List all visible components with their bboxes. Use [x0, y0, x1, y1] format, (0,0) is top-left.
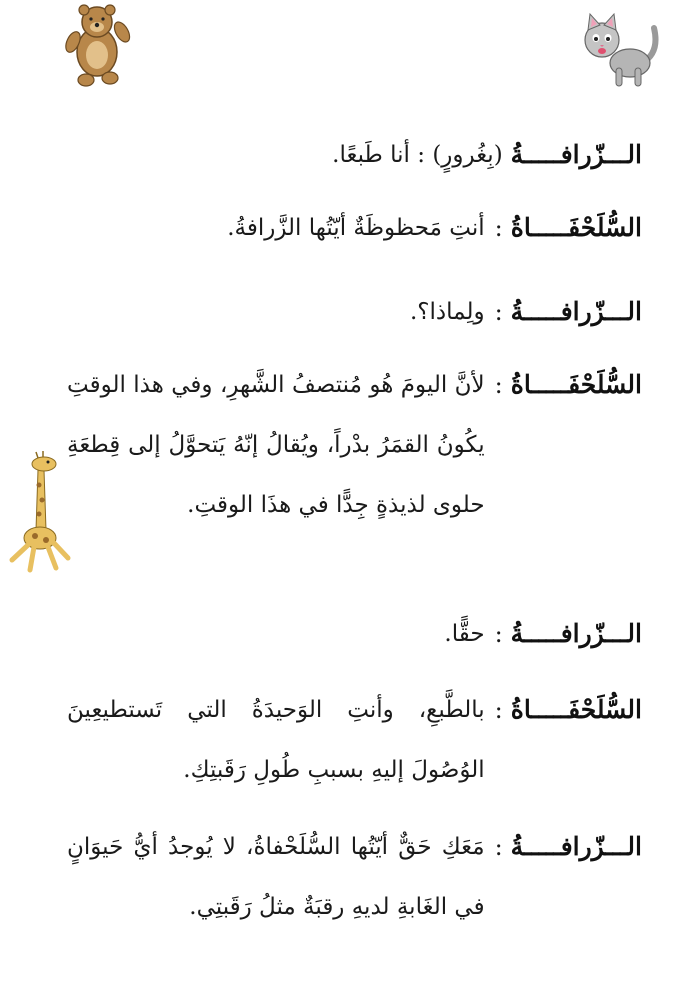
dialogue-line — [67, 680, 642, 800]
line-text: ولِماذا؟. — [410, 299, 485, 325]
line-text: حقًّا. — [444, 621, 485, 647]
dialogue-line — [67, 604, 642, 664]
dialogue-line — [67, 817, 642, 937]
separator-colon: : — [494, 833, 503, 861]
speaker-name: الـــزّرافـــــةُ — [510, 140, 642, 169]
line-text: أنتِ مَحظوظَةٌ أيّتُها الزَّرافةُ. — [227, 215, 485, 241]
dialogue-line — [67, 282, 642, 342]
speaker-name: الـــزّرافـــــةُ — [510, 297, 642, 326]
dialogue-line — [67, 125, 642, 185]
speaker-name: السُّلَحْفَـــــاةُ — [510, 213, 642, 242]
separator-colon: : — [494, 620, 503, 648]
speaker-name: الـــزّرافـــــةُ — [510, 619, 642, 648]
speaker-name: الـــزّرافـــــةُ — [510, 832, 642, 861]
separator-colon: : — [494, 298, 503, 326]
line-text: (بِغُرورٍ) : أنا طَبعًا. — [332, 142, 503, 168]
bear-illustration — [60, 2, 135, 90]
line-text: بالطَّبعِ، وأنتِ الوَحيدَةُ التي تَستطيعِينَ الوُصُولَ إليهِ بسببِ طُولِ رَقَبتِكِ. — [67, 697, 485, 783]
dialogue-line — [67, 198, 642, 258]
dialogue-line — [67, 355, 642, 535]
separator-colon: : — [494, 371, 503, 399]
line-text: مَعَكِ حَقٌّ أيّتُها السُّلَحْفاةُ، لا يُوجدُ أيُّ حَيوَانٍ في الغَابةِ لديهِ رقبَةٌ مثلُ رَقَبتِي. — [67, 834, 485, 920]
giraffe-illustration — [8, 450, 72, 575]
line-text: لأنَّ اليومَ هُو مُنتصفُ الشَّهرِ، وفي هذا الوقتِ يكُونُ القمَرُ بدْراً، ويُقالُ إنّهُ يَتحوَّلُ إلى قِطعَةِ حلوى لذيذةٍ جِدًّا في هذَا الوقتِ. — [67, 372, 485, 518]
cat-illustration — [580, 8, 662, 90]
separator-colon: : — [494, 214, 503, 242]
separator-colon: : — [494, 696, 503, 724]
speaker-name: السُّلَحْفَـــــاةُ — [510, 370, 642, 399]
speaker-name: السُّلَحْفَـــــاةُ — [510, 695, 642, 724]
